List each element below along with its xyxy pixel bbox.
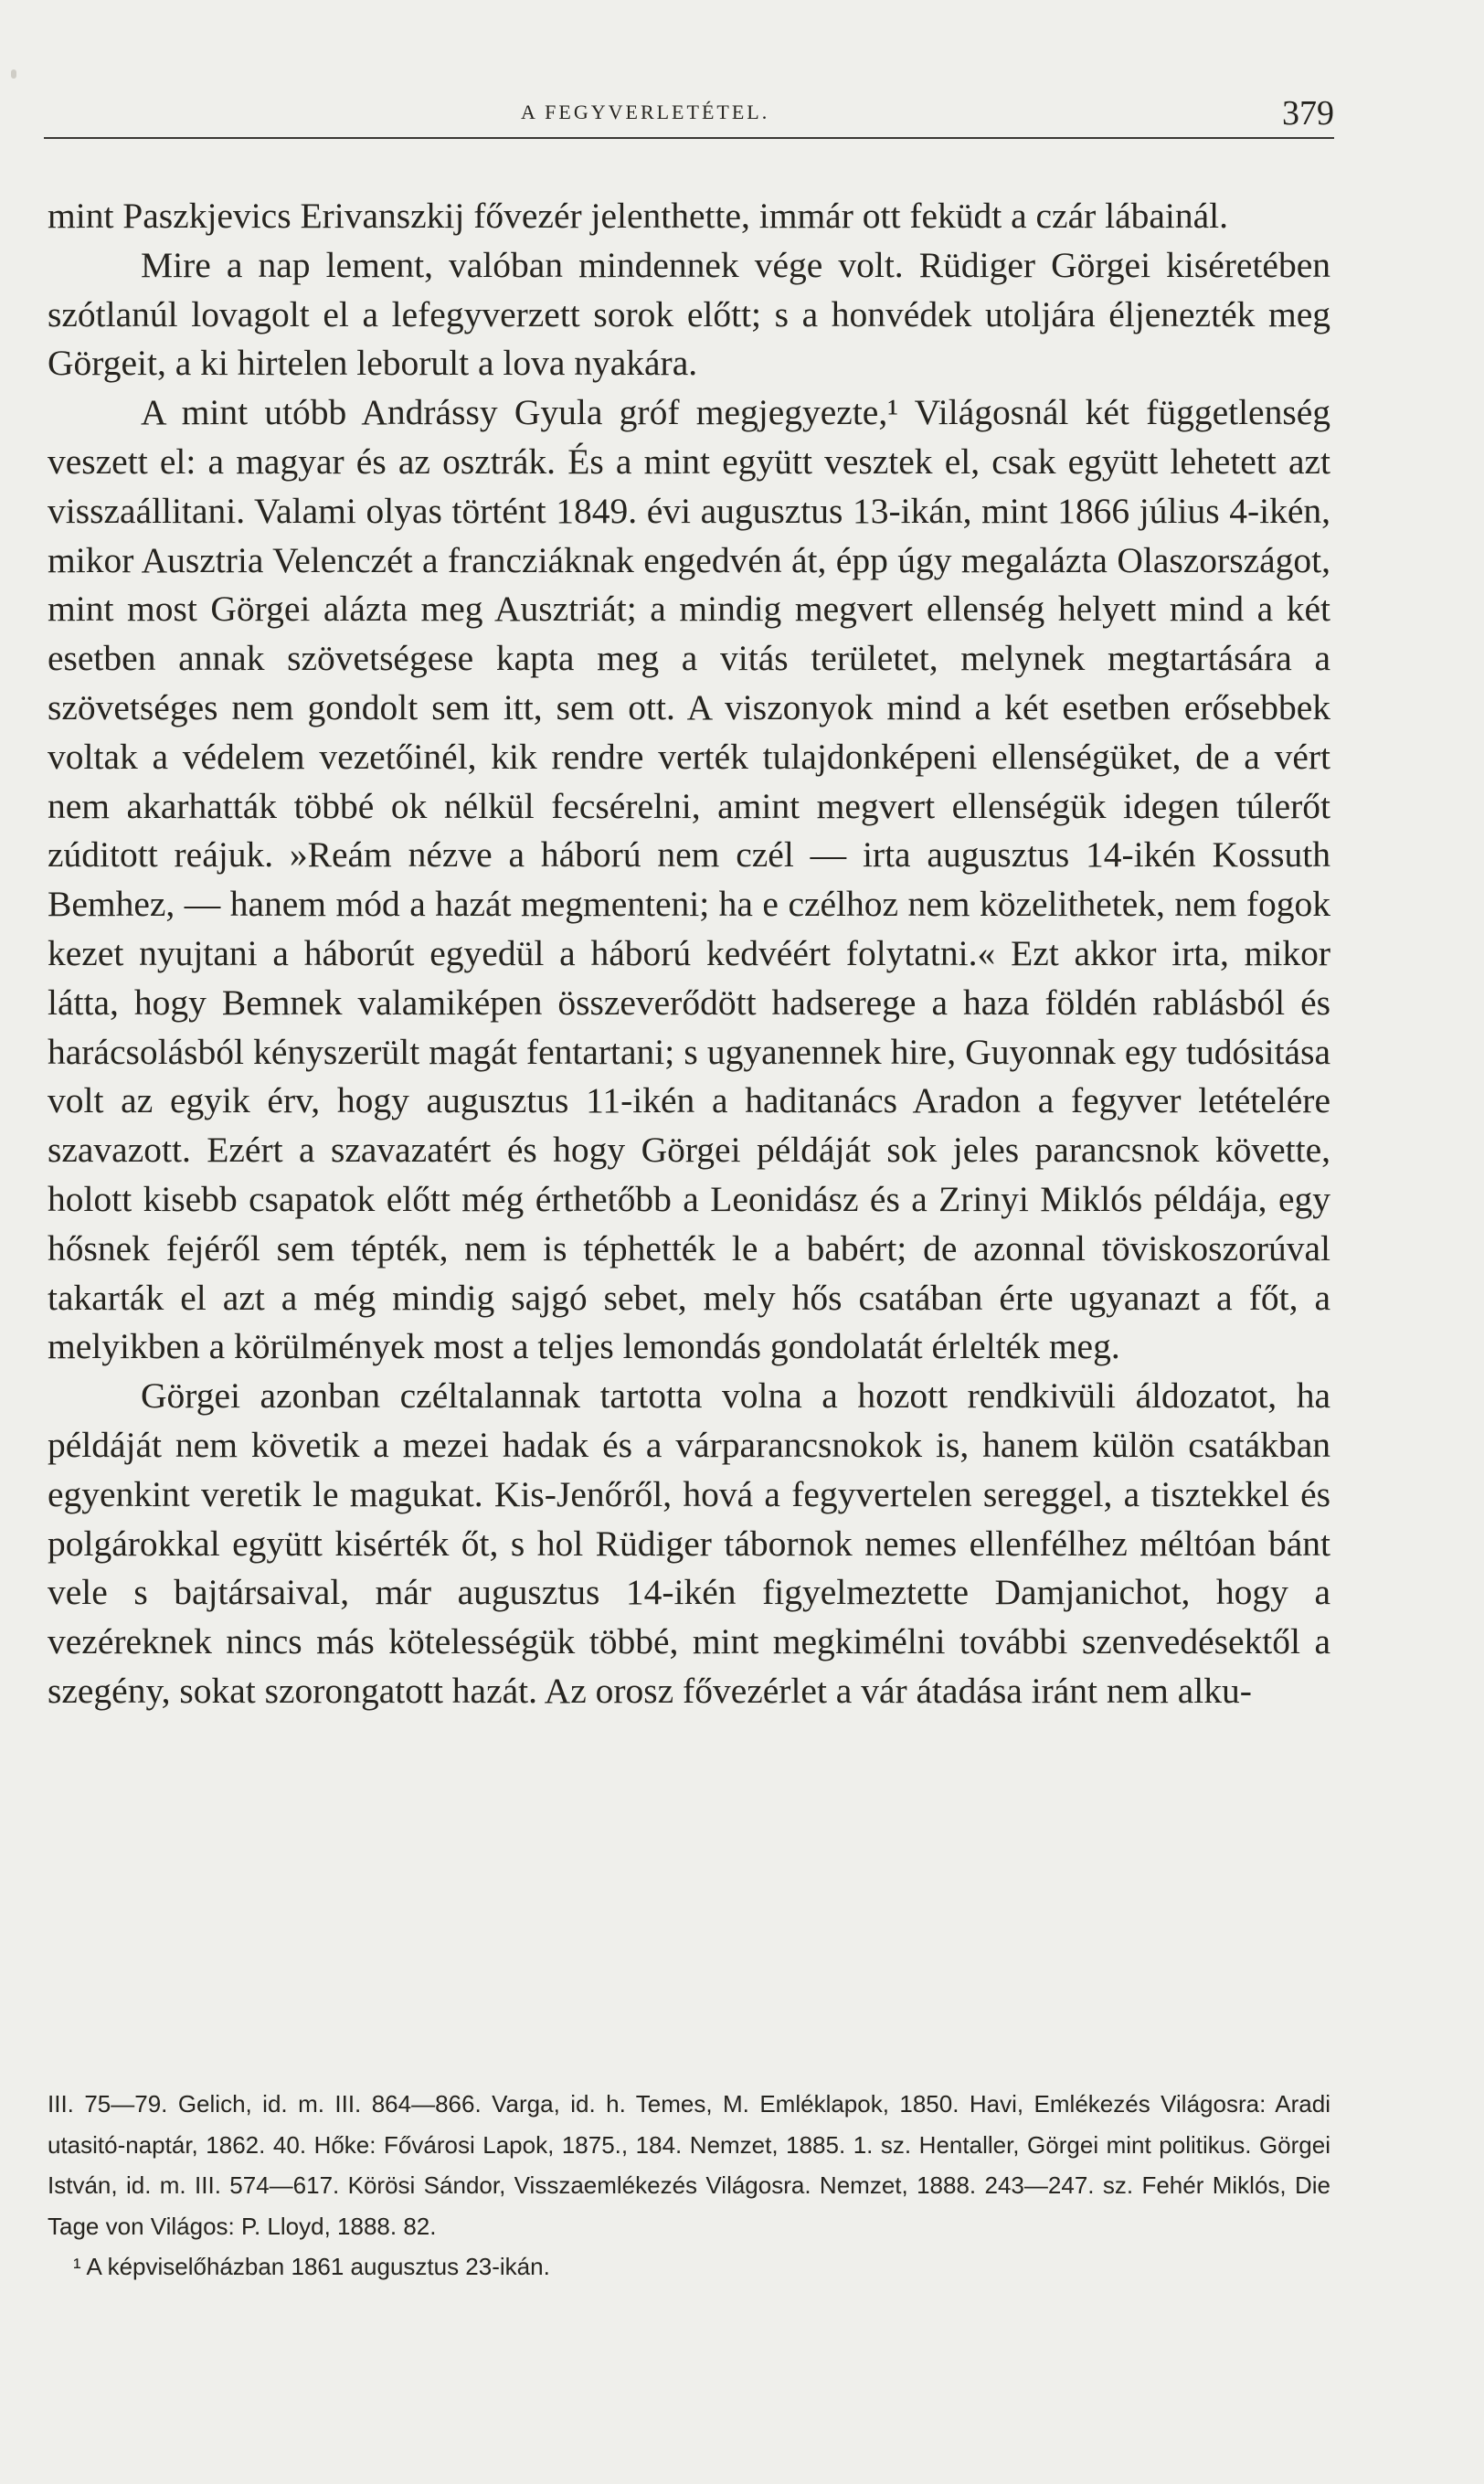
running-title: A FEGYVERLETÉTEL.	[521, 101, 770, 123]
body-text	[48, 192, 1330, 1716]
running-head	[46, 95, 1334, 139]
header-rule	[44, 137, 1334, 139]
footnotes	[48, 2084, 1330, 2288]
footnote-1: ¹ A képviselőházban 1861 augusztus 23-ikán.	[73, 2253, 550, 2280]
paragraph: A mint utóbb Andrássy Gyula gróf megjegyezte,¹ Világosnál két függetlenség veszett el: a magyar és az osztrák. És a mint együtt vesztek el, csak együtt lehetett azt visszaállitani. Valami olyas történt 1849. évi augusztus 13-ikán, mint 1866 július 4-ikén, mikor Ausztria Velenczét a francziáknak engedvén át, épp úgy megalázta Olaszországot, mint most Görgei alázta meg Ausztriát; a mindig megvert ellenség helyett mind a két esetben annak szövetségese kapta meg a vitás területet, melynek megtartására a szövetséges nem gondolt sem itt, sem ott. A viszonyok mind a két esetben erősebbek voltak a védelem vezetőinél, kik rendre verték tulajdonképeni ellenségüket, de a vért nem akarhatták többé ok nélkül fecsérelni, amint megvert ellenségük idegen túlerőt zúditott reájuk. »Reám nézve a háború nem czél — irta augusztus 14-ikén Kossuth Bemhez, — hanem mód a hazát megmenteni; ha e czélhoz nem közelithetek, nem fogok kezet nyujtani a háborút egyedül a háború kedvéért folytatni.« Ezt akkor irta, mikor látta, hogy Bemnek valamiképen összeverődött hadserege a haza földén rablásból és harácsolásból kényszerült magát fentartani; s ugyanennek hire, Guyonnak egy tudósitása volt az egyik érv, hogy augusztus 11-ikén a haditanács Aradon a fegyver letételére szavazott. Ezért a szavazatért és hogy Görgei példáját sok jeles parancsnok követte, holott kisebb csapatok előtt még érthetőbb a Leonidász és a Zrinyi Miklós példája, egy hősnek fejéről sem tépték, nem is téphették le a babért; de azonnal töviskoszorúval takarták el azt a még mindig sajgó sebet, mely hős csatában érte ugyanazt a főt, a melyikben a körülmények most a teljes lemondás gondolatát érlelték meg.	[48, 392, 1330, 1367]
paragraph: Mire a nap lement, valóban mindennek vége volt. Rüdiger Görgei kiséretében szótlanúl lovagolt el a lefegyverzett sorok előtt; s a honvédek utoljára éljenezték meg Görgeit, a ki hirtelen leborult a lova nyakára.	[48, 244, 1330, 384]
page-number: 379	[1282, 94, 1334, 133]
paper-speck	[11, 69, 16, 79]
footnote-sources: III. 75—79. Gelich, id. m. III. 864—866. Varga, id. h. Temes, M. Emléklapok, 1850. Havi, Emlékezés Világosra: Aradi utasitó-naptár, 1862. 40. Hőke: Fővárosi Lapok, 1875., 184. Nemzet, 1885. 1. sz. Hentaller, Görgei mint politikus. Görgei István, id. m. III. 574—617. Körösi Sándor, Visszaemlékezés Világosra. Nemzet, 1888. 243—247. sz. Fehér Miklós, Die Tage von Világos: P. Lloyd, 1888. 82.	[48, 2090, 1330, 2240]
paragraph-continuation: mint Paszkjevics Erivanszkij fővezér jelenthette, immár ott feküdt a czár lábainál.	[48, 196, 1229, 236]
paragraph: Görgei azonban czéltalannak tartotta volna a hozott rendkivüli áldozatot, ha példáját nem követik a mezei hadak és a várparancsnokok is, hanem külön csatákban egyenkint veretik le magukat. Kis-Jenőről, hová a fegyvertelen sereggel, a tisztekkel és polgárokkal együtt kisérték őt, s hol Rüdiger tábornok nemes ellenfélhez méltóan bánt vele s bajtársaival, már augusztus 14-ikén figyelmeztette Damjanichot, hogy a vezéreknek nincs más kötelességük többé, mint megkimélni további szenvedésektől a szegény, sokat szorongatott hazát. Az orosz fővezérlet a vár átadása iránt nem alku-	[48, 1375, 1330, 1711]
